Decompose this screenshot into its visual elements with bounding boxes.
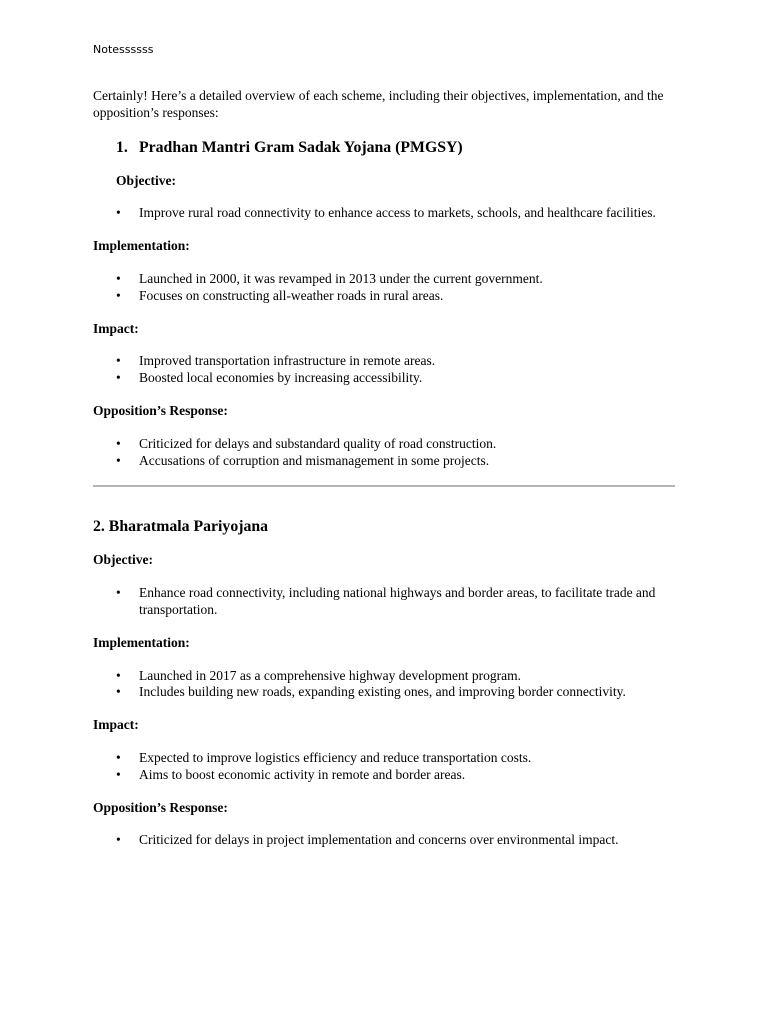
list-item: • Includes building new roads, expanding existing ones, and improving border connectivity. [93,684,678,701]
section-1-opposition-list [93,436,678,470]
list-item: • Focuses on constructing all-weather roads in rural areas. [93,288,678,305]
section-2-objective-list [93,585,678,619]
section-1-heading [93,138,678,158]
section-2-opposition-label: Opposition’s Response: [93,799,228,815]
section-2-implementation-label: Implementation: [93,634,190,650]
list-item: • Criticized for delays and substandard quality of road construction. [93,436,678,453]
section-1-implementation-list [93,271,678,305]
section-2-heading: 2. Bharatmala Pariyojana [93,518,269,536]
intro-paragraph: Certainly! Here’s a detailed overview of each scheme, including their objectives, implementation, and the opposition’s responses: [93,88,664,120]
list-item: • Aims to boost economic activity in remote and border areas. [93,767,678,784]
section-2-implementation-list [93,668,678,702]
section-1-impact-label: Impact: [93,320,139,336]
list-item: • Improved transportation infrastructure in remote areas. [93,353,678,370]
section-1-implementation-label: Implementation: [93,238,190,254]
list-item: • Launched in 2017 as a comprehensive highway development program. [93,668,678,685]
section-2-opposition-list [93,832,678,849]
section-2-objective-label: Objective: [93,552,153,568]
page-header: Notessssss [93,43,154,56]
section-1-opposition-label: Opposition’s Response: [93,402,228,418]
list-item: • Enhance road connectivity, including national highways and border areas, to facilitate trade and transportation. [93,585,678,619]
section-2-impact-list [93,750,678,784]
section-1-impact-list [93,353,678,387]
section-1-title: Pradhan Mantri Gram Sadak Yojana (PMGSY) [139,138,463,156]
list-item: • Criticized for delays in project implementation and concerns over environmental impact. [93,832,678,849]
section-divider [93,485,675,487]
list-item: • Boosted local economies by increasing accessibility. [93,370,678,387]
section-2-impact-label: Impact: [93,717,139,733]
list-item: • Accusations of corruption and mismanagement in some projects. [93,453,678,470]
list-item: • Expected to improve logistics efficiency and reduce transportation costs. [93,750,678,767]
section-1-number: 1. [116,138,128,156]
list-item: • Improve rural road connectivity to enhance access to markets, schools, and healthcare facilities. [93,205,678,222]
document-body [93,88,678,865]
section-1-objective-label: Objective: [116,172,176,188]
section-1-objective-list [93,205,678,222]
list-item: • Launched in 2000, it was revamped in 2013 under the current government. [93,271,678,288]
